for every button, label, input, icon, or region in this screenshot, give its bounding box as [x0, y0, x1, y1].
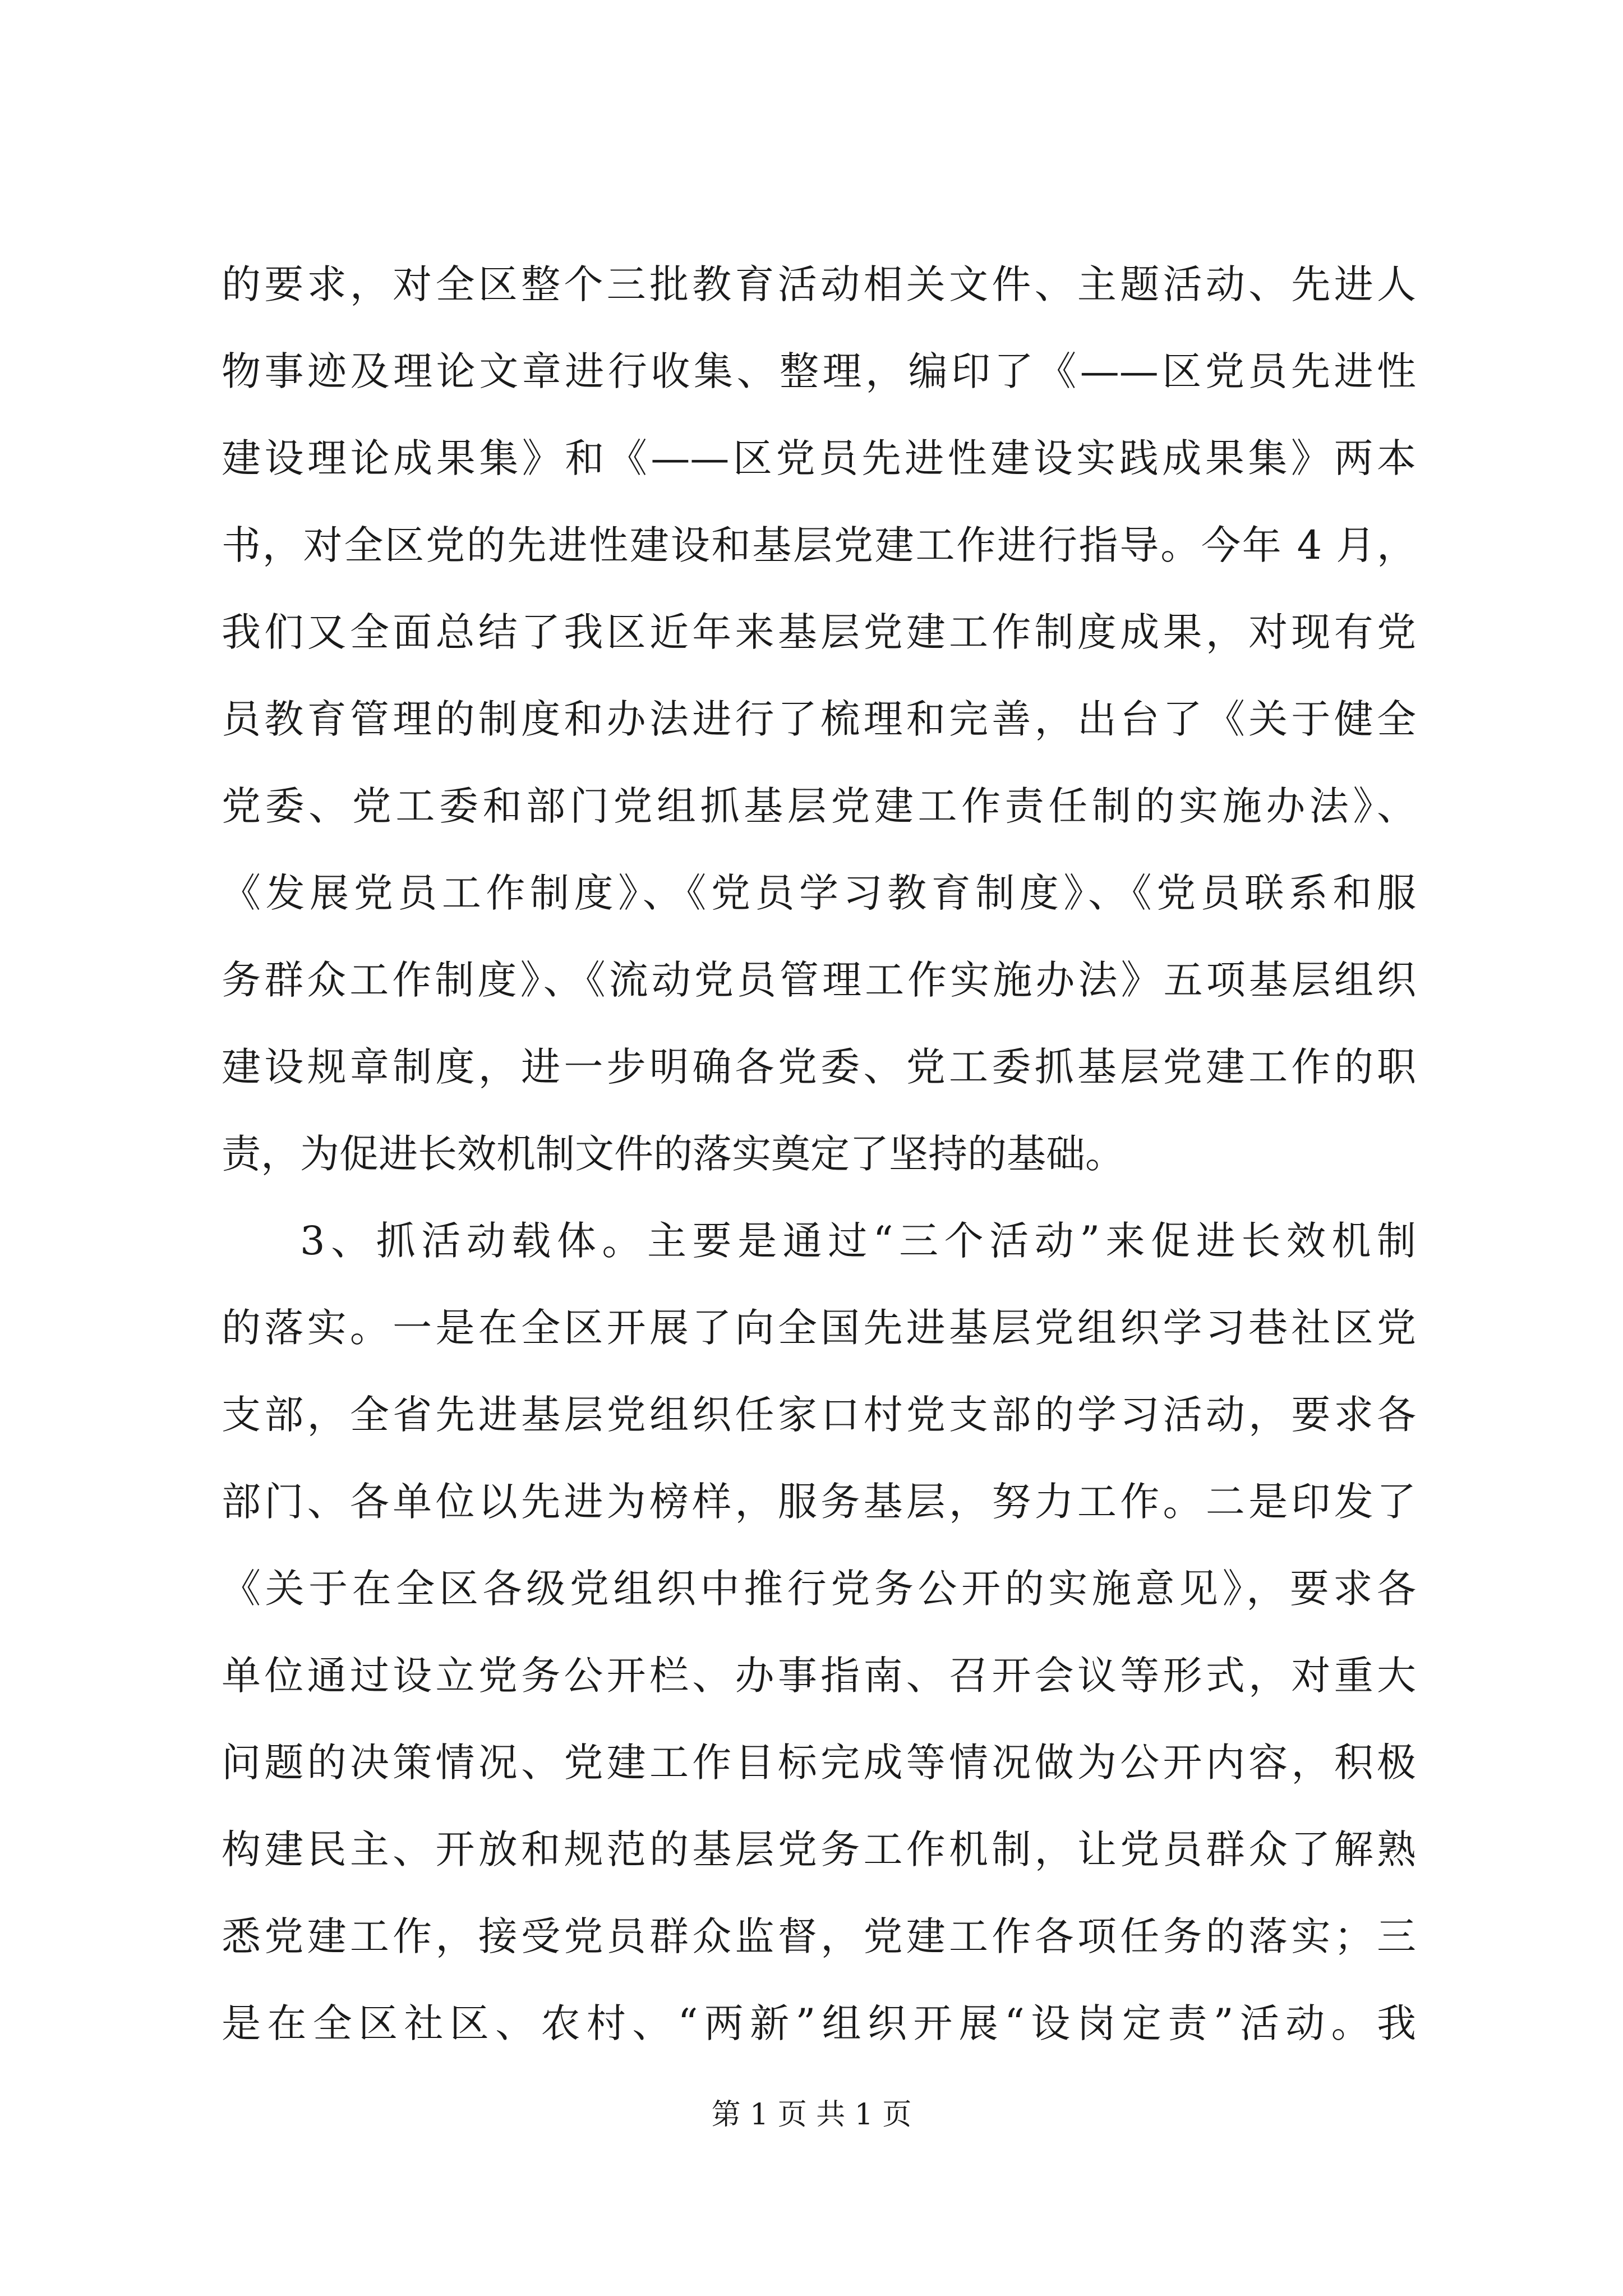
text-line: 《关于在全区各级党组织中推行党务公开的实施意见》，要求各 [222, 1566, 1416, 1612]
text-line: 支部，全省先进基层党组织任家口村党支部的学习活动，要求各 [222, 1392, 1416, 1438]
text-line: 建设规章制度，进一步明确各党委、党工委抓基层党建工作的职 [222, 1044, 1416, 1090]
body-text [222, 241, 1416, 2067]
text-line: 单位通过设立党务公开栏、办事指南、召开会议等形式，对重大 [222, 1653, 1416, 1699]
text-line: 的落实。一是在全区开展了向全国先进基层党组织学习巷社区党 [222, 1305, 1416, 1351]
text-line: 责，为促进长效机制文件的落实奠定了坚持的基础。 [222, 1131, 1124, 1177]
text-line: 书，对全区党的先进性建设和基层党建工作进行指导。今年 4 月， [222, 522, 1416, 568]
text-line: 部门、各单位以先进为榜样，服务基层，努力工作。二是印发了 [222, 1479, 1416, 1525]
text-line: 我们又全面总结了我区近年来基层党建工作制度成果，对现有党 [222, 609, 1416, 655]
text-line: 党委、党工委和部门党组抓基层党建工作责任制的实施办法》、 [222, 783, 1416, 829]
text-line: 《发展党员工作制度》、《党员学习教育制度》、《党员联系和服 [222, 870, 1416, 916]
text-line: 务群众工作制度》、《流动党员管理工作实施办法》五项基层组织 [222, 957, 1416, 1003]
text-line: 员教育管理的制度和办法进行了梳理和完善，出台了《关于健全 [222, 696, 1416, 742]
page-number: 第 1 页 共 1 页 [711, 2098, 912, 2132]
text-line: 3、抓活动载体。主要是通过“三个活动”来促进长效机制 [300, 1218, 1416, 1264]
text-line: 悉党建工作，接受党员群众监督，党建工作各项任务的落实；三 [222, 1913, 1416, 1959]
text-line: 问题的决策情况、党建工作目标完成等情况做为公开内容，积极 [222, 1740, 1416, 1786]
page-footer [0, 2092, 1623, 2137]
text-line: 是在全区社区、农村、“两新”组织开展“设岗定责”活动。我 [222, 2000, 1416, 2046]
text-line: 物事迹及理论文章进行收集、整理，编印了《——区党员先进性 [222, 348, 1416, 394]
text-line: 建设理论成果集》和《——区党员先进性建设实践成果集》两本 [222, 435, 1416, 481]
text-line: 的要求，对全区整个三批教育活动相关文件、主题活动、先进人 [222, 261, 1416, 307]
text-line: 构建民主、开放和规范的基层党务工作机制，让党员群众了解熟 [222, 1826, 1416, 1872]
